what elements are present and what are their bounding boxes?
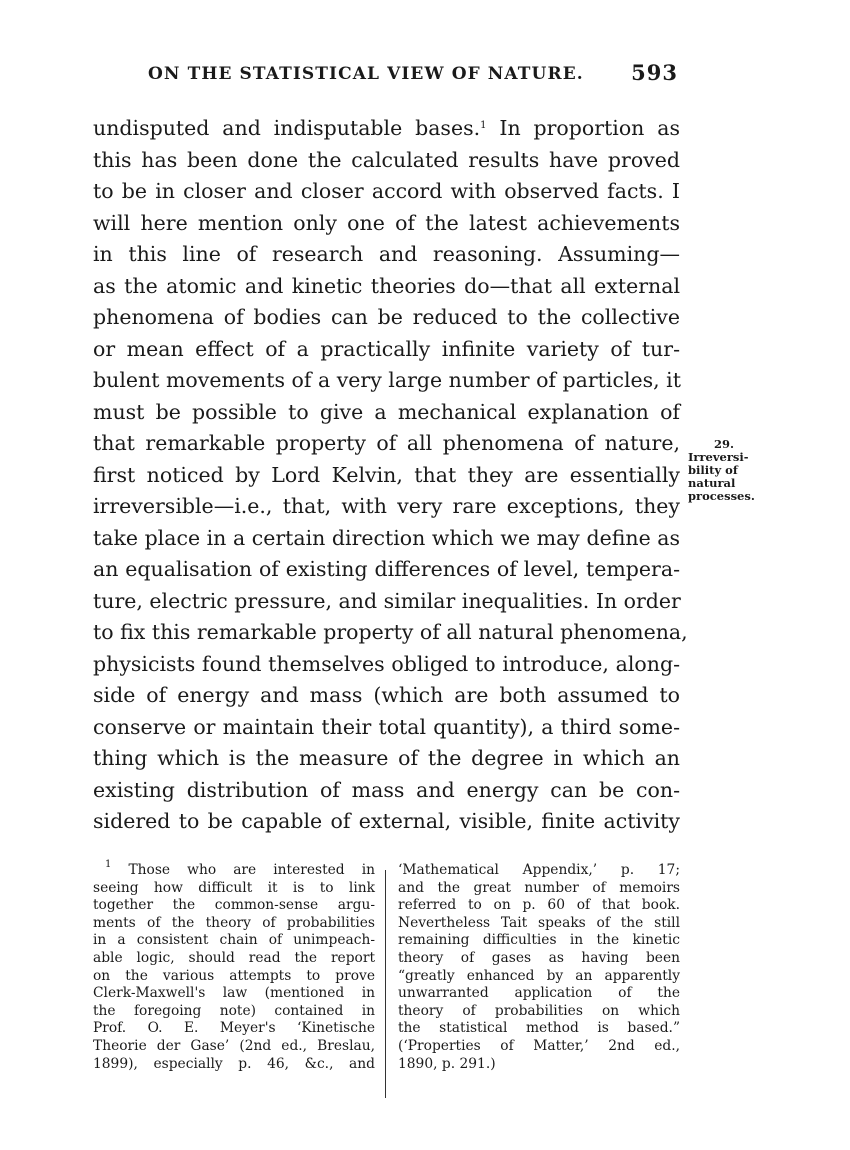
- footnote-line: ments of the theory of probabilities: [93, 914, 375, 931]
- footnote-line: referred to on p. 60 of that book.: [398, 897, 680, 914]
- marginal-note-number: 29.: [714, 437, 735, 451]
- body-line-7: phenomena of bodies can be reduced to the collective: [93, 305, 680, 329]
- footnote-line: and the great number of memoirs: [398, 879, 680, 896]
- footnote-line: theory of gases as having been: [398, 949, 680, 966]
- footnote-line: unwarranted application of the: [398, 985, 680, 1002]
- marginal-note-line-1: Irreversi-: [688, 450, 749, 464]
- footnote-line: 1899), especially p. 46, &c., and: [93, 1055, 375, 1072]
- body-text: [93, 113, 688, 838]
- body-line-4: will here mention only one of the latest achievements: [93, 210, 680, 235]
- body-line-17: to fix this remarkable property of all natural phenomena,: [93, 620, 688, 644]
- body-line-19: side of energy and mass (which are both assumed to: [93, 683, 680, 707]
- body-line-2: this has been done the calculated results have proved: [93, 147, 680, 172]
- footnote-line: (‘Properties of Matter,’ 2nd ed.,: [398, 1037, 680, 1054]
- footnote-line: the statistical method is based.”: [398, 1020, 680, 1037]
- footnote-line: Clerk-Maxwell's law (mentioned in: [93, 985, 375, 1002]
- footnote-line: on the various attempts to prove: [93, 967, 375, 984]
- running-head: [93, 60, 678, 90]
- marginal-note-line-4: processes.: [688, 489, 755, 503]
- body-line-10: must be possible to give a mechanical explanation of: [93, 399, 680, 424]
- body-line-5: in this line of research and reasoning. Assuming—: [93, 242, 680, 266]
- footnote-line: seeing how difficult it is to link: [93, 879, 375, 896]
- footnote-line: ‘Mathematical Appendix,’ p. 17;: [398, 862, 680, 878]
- footnotes: [93, 859, 680, 1097]
- footnote-ref: 1: [480, 120, 487, 131]
- footnote-column-right: [398, 862, 680, 1073]
- footnote-line: able logic, should read the report: [93, 949, 375, 966]
- footnote-column-left: [93, 859, 375, 1073]
- body-line-11: that remarkable property of all phenomena of nature,: [93, 431, 680, 455]
- body-line-15: an equalisation of existing differences of level, tempera-: [93, 557, 680, 581]
- body-line-9: bulent movements of a very large number of particles, it: [93, 368, 681, 392]
- body-line-8: or mean effect of a practically infinite variety of tur-: [93, 336, 680, 361]
- body-line-23: sidered to be capable of external, visible, finite activity: [93, 809, 680, 833]
- footnote-line: [93, 859, 375, 880]
- body-line-3: to be in closer and closer accord with observed facts. I: [93, 179, 680, 203]
- marginal-note-line-2: bility of: [688, 463, 738, 477]
- body-line-18: physicists found themselves obliged to introduce, along-: [93, 651, 680, 676]
- body-line-14: take place in a certain direction which we may define as: [93, 525, 680, 550]
- footnote-line: “greatly enhanced by an apparently: [398, 967, 680, 984]
- body-line-13: irreversible—i.e., that, with very rare exceptions, they: [93, 494, 680, 518]
- body-line-1-text: undisputed and indisputable bases.: [93, 116, 481, 140]
- footnote-line-text: Those who are interested in: [128, 862, 375, 878]
- marginal-note: [688, 438, 768, 503]
- footnote-marker: 1: [105, 859, 112, 870]
- footnote-line: Theorie der Gase’ (2nd ed., Breslau,: [93, 1037, 375, 1054]
- body-line-1: [93, 113, 680, 145]
- footnote-line: theory of probabilities on which: [398, 1002, 680, 1019]
- body-line-12: first noticed by Lord Kelvin, that they are essentially: [93, 462, 680, 487]
- footnote-line: in a consistent chain of unimpeach-: [93, 932, 375, 949]
- running-title: ON THE STATISTICAL VIEW OF NATURE.: [148, 64, 584, 84]
- body-line-16: ture, electric pressure, and similar inequalities. In order: [93, 588, 681, 613]
- body-line-1-tail: In proportion as: [499, 116, 680, 140]
- body-line-20: conserve or maintain their total quantity), a third some-: [93, 714, 680, 739]
- body-line-6: as the atomic and kinetic theories do—that all external: [93, 273, 680, 298]
- footnote-divider: [385, 870, 386, 1098]
- footnote-line: the foregoing note) contained in: [93, 1002, 375, 1019]
- footnote-line: 1890, p. 291.): [398, 1055, 496, 1072]
- body-line-21: thing which is the measure of the degree in which an: [93, 746, 680, 770]
- footnote-line: Prof. O. E. Meyer's ‘Kinetische: [93, 1020, 375, 1037]
- marginal-note-line-3: natural: [688, 476, 736, 490]
- footnote-line: Nevertheless Tait speaks of the still: [398, 914, 680, 931]
- page-number: 593: [631, 60, 678, 85]
- body-line-22: existing distribution of mass and energy can be con-: [93, 777, 680, 802]
- footnote-line: remaining difficulties in the kinetic: [398, 932, 680, 949]
- footnote-line: together the common-sense argu-: [93, 897, 375, 914]
